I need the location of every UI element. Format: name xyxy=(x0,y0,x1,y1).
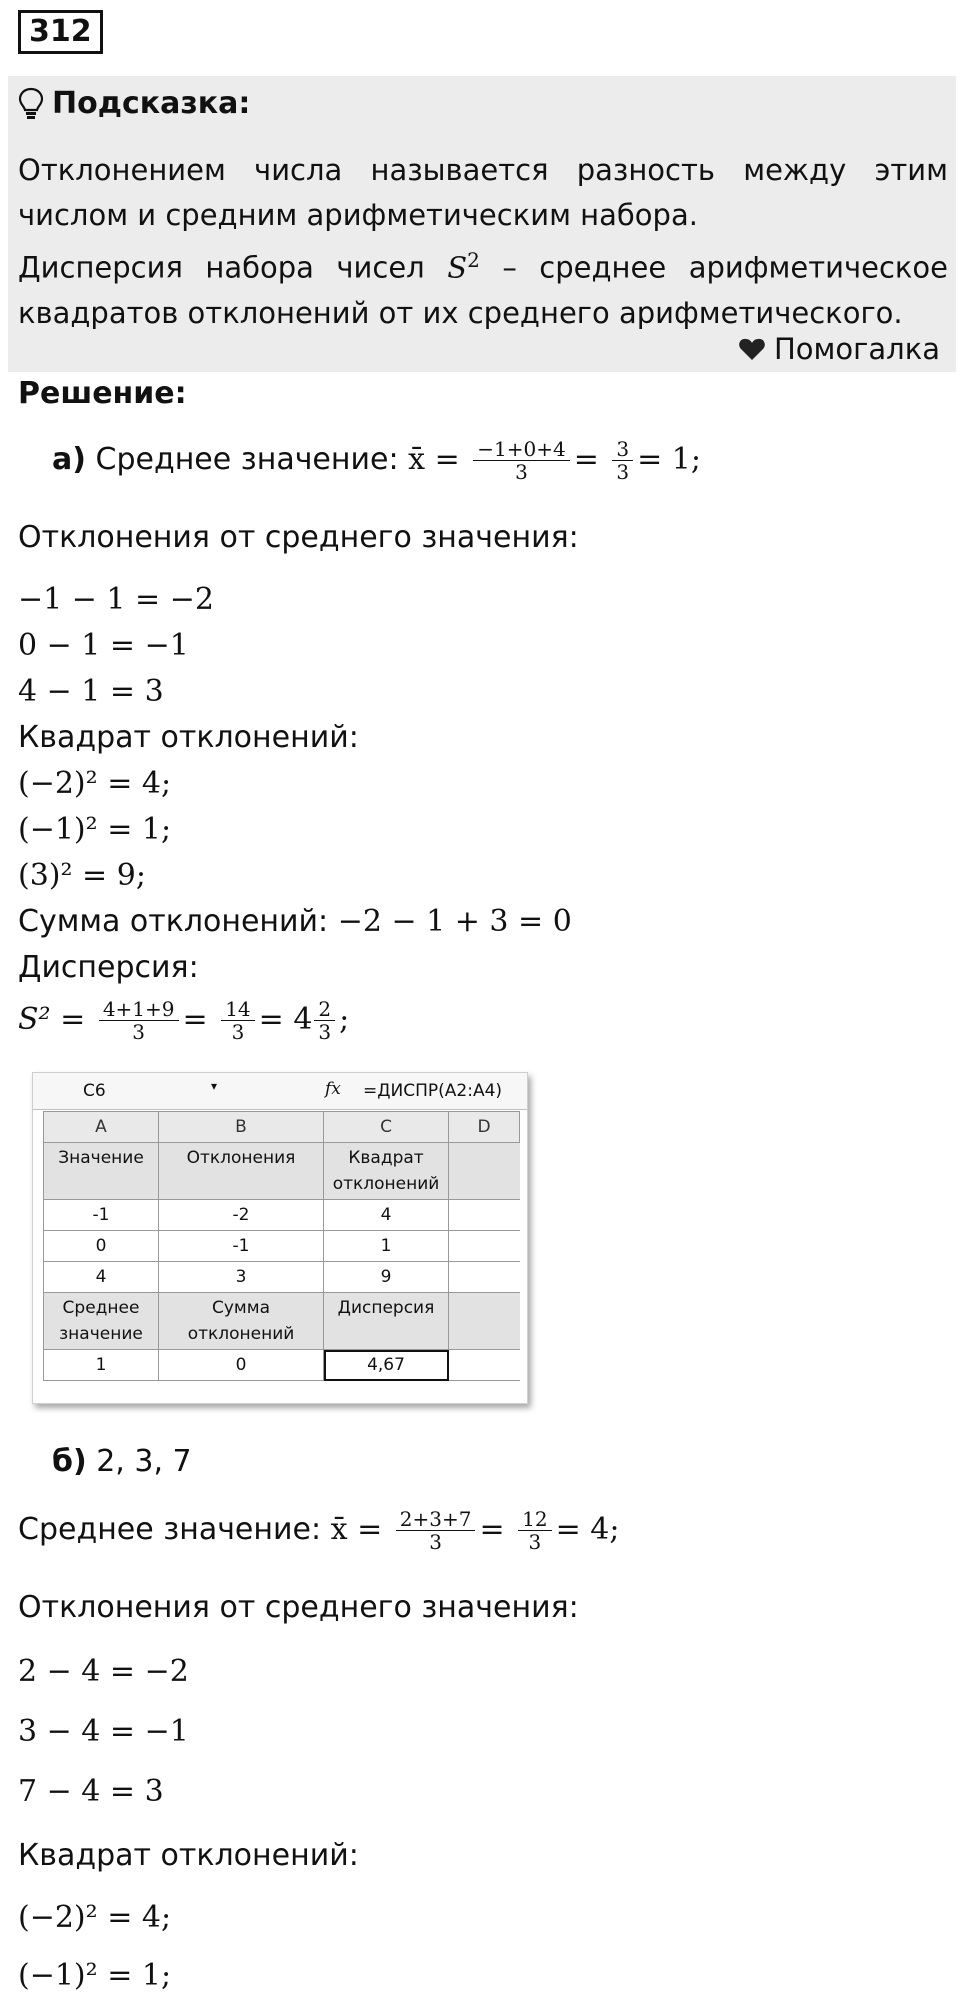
square-line: (−1)² = 1; xyxy=(18,812,172,847)
table-cell[interactable]: Отклонения xyxy=(159,1143,324,1200)
part-a-mean: а) Среднее значение: x̄ = $\frac{-1+0+4}{3}$ = $\frac{3}{3}$ = 1; xyxy=(52,437,701,484)
fraction: $\frac{3}{3}$ xyxy=(612,438,633,483)
fraction: $\frac{2+3+7}{3}$ xyxy=(396,1508,476,1553)
table-cell[interactable]: -1 xyxy=(159,1231,324,1262)
deviation-line: 0 − 1 = −1 xyxy=(18,628,189,663)
table-cell[interactable]: -2 xyxy=(159,1200,324,1231)
table-cell[interactable]: Среднее значение xyxy=(44,1293,159,1350)
table-cell[interactable]: 9 xyxy=(324,1262,449,1293)
selected-cell[interactable]: 4,67 xyxy=(324,1350,449,1381)
column-header[interactable]: B xyxy=(159,1112,324,1143)
hint-line-1: Отклонением числа называется разность между этим числом и средним арифметическим набора. xyxy=(18,153,948,232)
brand-label xyxy=(738,332,940,366)
table-cell[interactable] xyxy=(449,1143,520,1200)
deviation-line: 2 − 4 = −2 xyxy=(18,1654,189,1689)
table-cell[interactable] xyxy=(449,1262,520,1293)
column-header[interactable]: A xyxy=(44,1112,159,1143)
table-cell[interactable]: 3 xyxy=(159,1262,324,1293)
table-cell[interactable]: Квадрат отклонений xyxy=(324,1143,449,1200)
table-row xyxy=(44,1200,520,1231)
hint-title: Подсказка: xyxy=(52,86,251,121)
column-header[interactable]: D xyxy=(449,1112,520,1143)
squares-heading: Квадрат отклонений: xyxy=(18,720,359,755)
table-cell[interactable]: Сумма отклонений xyxy=(159,1293,324,1350)
table-row xyxy=(44,1350,520,1381)
deviation-line: 4 − 1 = 3 xyxy=(18,674,164,709)
deviation-line: 3 − 4 = −1 xyxy=(18,1714,189,1749)
variance-line: S² = $\frac{4+1+9}{3}$ = $\frac{14}{3}$ = 4 $\frac{2}{3}$ ; xyxy=(18,997,350,1044)
fraction: $\frac{14}{3}$ xyxy=(221,998,254,1043)
hint-header xyxy=(18,86,250,121)
fraction: $\frac{4+1+9}{3}$ xyxy=(99,998,179,1043)
table-row xyxy=(44,1143,520,1200)
square-line: (3)² = 9; xyxy=(18,858,146,893)
deviation-heading: Отклонения от среднего значения: xyxy=(18,520,579,555)
task-number: 312 xyxy=(18,10,103,54)
part-b-numbers: б) 2, 3, 7 xyxy=(52,1444,192,1479)
column-header-row xyxy=(44,1112,520,1143)
table-cell[interactable]: 0 xyxy=(159,1350,324,1381)
square-line: (−1)² = 1; xyxy=(18,1958,172,1993)
fraction: $\frac{-1+0+4}{3}$ xyxy=(473,438,569,483)
table-cell[interactable] xyxy=(449,1293,520,1350)
formula-input[interactable]: =ДИСПР(A2:A4) xyxy=(363,1081,503,1101)
sum-line: Сумма отклонений: −2 − 1 + 3 = 0 xyxy=(18,904,572,939)
table-row xyxy=(44,1293,520,1350)
part-b-label: б) xyxy=(52,1444,87,1479)
table-cell[interactable]: 1 xyxy=(44,1350,159,1381)
table-cell[interactable]: Дисперсия xyxy=(324,1293,449,1350)
square-line: (−2)² = 4; xyxy=(18,1900,172,1935)
deviation-heading: Отклонения от среднего значения: xyxy=(18,1590,579,1625)
table-cell[interactable]: 0 xyxy=(44,1231,159,1262)
heart-icon xyxy=(738,337,766,361)
table-row xyxy=(44,1231,520,1262)
table-cell[interactable]: 4 xyxy=(44,1262,159,1293)
hint-text xyxy=(18,148,948,336)
table-cell[interactable] xyxy=(449,1350,520,1381)
brand-text: Помогалка xyxy=(774,332,940,366)
fx-icon[interactable]: fx xyxy=(325,1079,341,1099)
table-row xyxy=(44,1262,520,1293)
table-cell[interactable]: 1 xyxy=(324,1231,449,1262)
table-cell[interactable] xyxy=(449,1200,520,1231)
square-line: (−2)² = 4; xyxy=(18,766,172,801)
table-cell[interactable] xyxy=(449,1231,520,1262)
spreadsheet xyxy=(32,1072,528,1404)
table-cell[interactable]: Значение xyxy=(44,1143,159,1200)
chevron-down-icon[interactable]: ▾ xyxy=(211,1079,218,1093)
deviation-line: −1 − 1 = −2 xyxy=(18,582,214,617)
spreadsheet-grid xyxy=(43,1111,520,1381)
column-header[interactable]: C xyxy=(324,1112,449,1143)
fraction: $\frac{12}{3}$ xyxy=(518,1508,551,1553)
squares-heading: Квадрат отклонений: xyxy=(18,1838,359,1873)
lightbulb-icon xyxy=(18,87,44,121)
hint-line-2: Дисперсия набора чисел $S^2$ – среднее арифметическое квадратов отклонений от их среднего арифметического. xyxy=(18,248,948,330)
hint-box xyxy=(8,76,956,372)
variance-symbol: S xyxy=(447,250,468,285)
formula-bar xyxy=(33,1073,527,1110)
variance-heading: Дисперсия: xyxy=(18,950,199,985)
part-b-mean: Среднее значение: x̄ = $\frac{2+3+7}{3}$ = $\frac{12}{3}$ = 4; xyxy=(18,1507,620,1554)
table-cell[interactable]: 4 xyxy=(324,1200,449,1231)
table-cell[interactable]: -1 xyxy=(44,1200,159,1231)
fraction: $\frac{2}{3}$ xyxy=(314,998,335,1043)
solution-label: Решение: xyxy=(18,376,187,411)
deviation-line: 7 − 4 = 3 xyxy=(18,1774,164,1809)
cell-reference[interactable]: C6 xyxy=(83,1081,106,1101)
part-a-label: а) xyxy=(52,442,86,477)
